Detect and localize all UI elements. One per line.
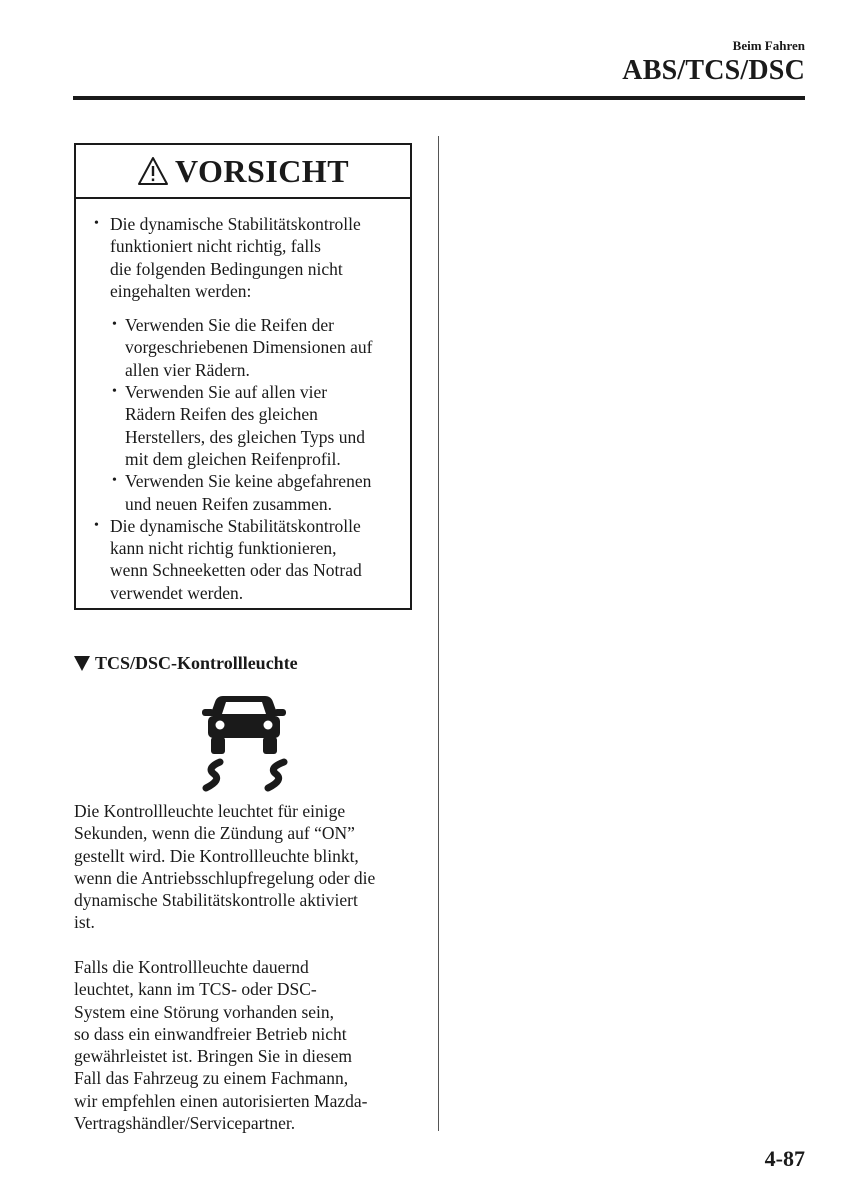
caution-sub-list — [108, 314, 402, 515]
bullet-dot: • — [112, 473, 117, 489]
down-triangle-icon — [74, 656, 90, 671]
header-divider — [73, 96, 805, 100]
caution-box — [74, 143, 412, 610]
caution-title: VORSICHT — [174, 153, 350, 189]
column-divider — [438, 136, 439, 1131]
caution-bullet — [90, 515, 402, 604]
tcs-dsc-skidding-car-icon — [198, 692, 294, 794]
caution-header — [76, 145, 410, 199]
bullet-dot: • — [112, 384, 117, 400]
bullet-dot: • — [112, 317, 117, 333]
caution-bullet-text: Die dynamische Stabilitätskontrolle funktioniert nicht richtig, falls die folgenden Bedingungen nicht eingehalten werden: — [110, 214, 361, 301]
caution-sub-bullet — [108, 470, 402, 515]
caution-bullet — [90, 213, 402, 302]
caution-sub-bullet-text: Verwenden Sie die Reifen der vorgeschriebenen Dimensionen auf allen vier Rädern. — [125, 315, 373, 380]
subsection-heading — [74, 652, 298, 674]
caution-bullet-text: Die dynamische Stabilitätskontrolle kann nicht richtig funktionieren, wenn Schneeketten oder das Notrad verwendet werden. — [110, 515, 362, 603]
warning-triangle-icon — [137, 156, 169, 186]
section-label: Beim Fahren — [732, 38, 805, 53]
bullet-dot: • — [94, 216, 99, 231]
page-heading: ABS/TCS/DSC — [622, 55, 805, 86]
subsection-title: TCS/DSC-Kontrollleuchte — [95, 653, 298, 673]
caution-sub-bullet-text: Verwenden Sie auf allen vier Rädern Reifen des gleichen Herstellers, des gleichen Typs und mit dem gleichen Reifenprofil. — [125, 382, 365, 469]
body-paragraph: Falls die Kontrollleuchte dauernd leuchtet, kann im TCS- oder DSC- System eine Störung vorhanden sein, so dass ein einwandfreier Betrieb nicht gewährleistet ist. Bringen Sie in diesem Fall das Fahrzeug zu einem Fachmann, wir empfehlen einen autorisierten Mazda- Vertragshändler/Servicepartner. — [74, 957, 368, 1134]
bullet-dot: • — [94, 517, 99, 533]
caution-sub-bullet-text: Verwenden Sie keine abgefahrenen und neuen Reifen zusammen. — [125, 471, 372, 514]
page-number: 4-87 — [764, 1146, 805, 1171]
caution-sub-bullet — [108, 381, 402, 470]
body-paragraph: Die Kontrollleuchte leuchtet für einige Sekunden, wenn die Zündung auf “ON” gestellt wird. Die Kontrollleuchte blinkt, wenn die Antriebsschlupfregelung oder die dynamische Stabilitätskontrolle aktiviert ist. — [74, 801, 376, 933]
caution-body — [76, 199, 410, 604]
caution-sub-bullet — [108, 314, 402, 381]
